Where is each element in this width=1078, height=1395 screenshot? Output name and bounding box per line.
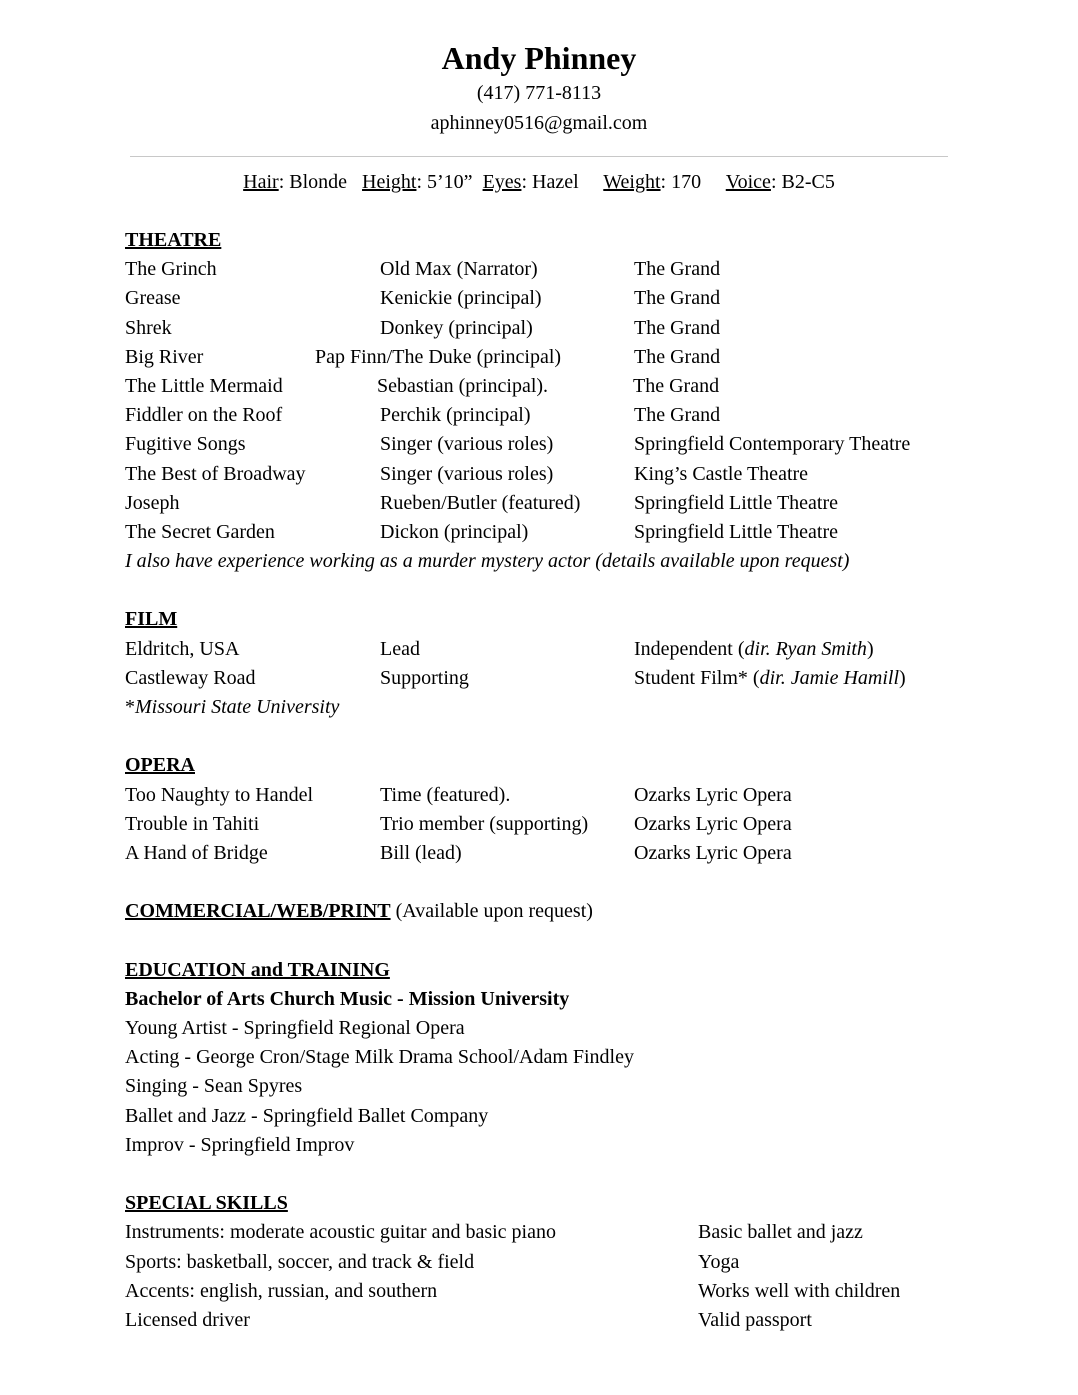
skills-row [125,1306,955,1335]
degree: Bachelor of Arts Church Music - Mission University [125,987,570,1010]
credit-row [125,255,955,284]
credit-row [125,401,955,430]
skill-right: Works well with children [698,1279,901,1302]
training-item: Young Artist - Springfield Regional Opera [125,1017,465,1040]
venue: King’s Castle Theatre [634,462,809,485]
resume-header [0,38,1078,138]
show-title: Fugitive Songs [125,433,246,456]
header-divider [130,156,948,157]
credit-row [125,284,955,313]
venue-suffix: ) [899,666,906,689]
show-title: A Hand of Bridge [125,841,268,864]
hair-value: : Blonde [278,171,348,193]
venue: The Grand [634,404,721,427]
skills-row [125,1218,955,1247]
show-title: The Little Mermaid [125,374,283,397]
theatre-heading: THEATRE [125,229,222,251]
credit-row [125,372,955,401]
credit-row [125,314,955,343]
show-title: Big River [125,345,204,368]
skill-right: Yoga [698,1250,740,1273]
footnote-text: Missouri State University [135,696,340,718]
venue: Ozarks Lyric Opera [634,783,792,806]
venue: Springfield Little Theatre [634,520,839,543]
venue: Springfield Little Theatre [634,491,839,514]
opera-heading: OPERA [125,754,195,777]
skill-left: Licensed driver [125,1308,250,1331]
weight-label: Weight [603,171,661,193]
footnote-star: * [125,696,135,718]
section-spacer [125,868,955,897]
section-spacer [125,927,955,956]
section-spacer [125,1160,955,1189]
credit-row [125,518,955,547]
credit-row [125,635,955,664]
email-address: aphinney0516@gmail.com [430,112,648,134]
education-heading: EDUCATION and TRAINING [125,958,390,981]
show-title: Trouble in Tahiti [125,812,260,835]
credit-row [125,810,955,839]
eyes-value: : Hazel [521,171,579,193]
credit-row [125,839,955,868]
venue-suffix: ) [866,637,874,660]
venue [634,635,874,664]
show-title: Grease [125,287,181,310]
credit-row [125,781,955,810]
voice-label: Voice [725,171,771,193]
venue: Springfield Contemporary Theatre [634,433,911,456]
resume-body [125,226,955,1335]
credit-row [125,489,955,518]
role: Sebastian (principal). [377,374,549,397]
film-title: Eldritch, USA [125,637,240,660]
commercial-line [125,897,955,926]
role: Singer (various roles) [380,462,554,485]
role: Perchik (principal) [380,404,531,427]
role: Supporting [380,666,469,689]
venue [634,664,906,693]
section-spacer [125,576,955,605]
commercial-heading: COMMERCIAL/WEB/PRINT [125,900,391,923]
training-item: Improv - Springfield Improv [125,1133,355,1156]
venue-prefix: Student Film* ( [634,666,760,689]
show-title: The Grinch [125,258,217,281]
training-item: Ballet and Jazz - Springfield Ballet Company [125,1104,489,1127]
role: Donkey (principal) [380,316,533,339]
phone-number: (417) 771-8113 [476,82,602,104]
show-title: Too Naughty to Handel [125,783,314,806]
role: Lead [380,637,420,660]
skill-right: Valid passport [698,1308,812,1331]
skills-row [125,1277,955,1306]
hair-label: Hair [243,171,279,193]
skill-left: Accents: english, russian, and southern [125,1279,438,1302]
venue: The Grand [634,287,721,310]
role: Singer (various roles) [380,433,554,456]
show-title: Shrek [125,316,172,339]
venue-prefix: Independent ( [634,637,745,660]
venue: The Grand [634,316,721,339]
section-spacer [125,722,955,751]
weight-value: : 170 [660,171,702,193]
role: Time (featured). [380,783,511,806]
skill-right: Basic ballet and jazz [698,1221,863,1244]
credit-row [125,343,955,372]
credit-row [125,664,955,693]
eyes-label: Eyes [482,171,522,193]
show-title: Joseph [125,491,180,514]
role: Trio member (supporting) [380,812,589,835]
role: Bill (lead) [380,841,462,864]
skill-left: Sports: basketball, soccer, and track & field [125,1250,475,1273]
skills-heading: SPECIAL SKILLS [125,1192,288,1215]
voice-value: : B2-C5 [770,171,835,193]
film-title: Castleway Road [125,666,256,689]
film-heading: FILM [125,608,178,631]
director: dir. Jamie Hamill [759,666,900,689]
venue: The Grand [634,345,721,368]
role: Dickon (principal) [380,520,529,543]
training-item: Singing - Sean Spyres [125,1075,303,1098]
show-title: The Best of Broadway [125,462,306,485]
role: Old Max (Narrator) [380,258,538,281]
venue: Ozarks Lyric Opera [634,812,792,835]
show-title: The Secret Garden [125,520,275,543]
credit-row [125,460,955,489]
training-item: Acting - George Cron/Stage Milk Drama School/Adam Findley [125,1046,634,1069]
role: Kenickie (principal) [380,287,542,310]
role: Rueben/Butler (featured) [380,491,581,514]
venue: Ozarks Lyric Opera [634,841,792,864]
height-value: : 5’10” [416,171,473,193]
actor-name: Andy Phinney [441,40,637,76]
credit-row [125,430,955,459]
skill-left: Instruments: moderate acoustic guitar and basic piano [125,1221,556,1244]
director: dir. Ryan Smith [744,637,867,660]
show-title: Fiddler on the Roof [125,404,283,427]
skills-row [125,1248,955,1277]
commercial-note: (Available upon request) [390,900,593,923]
film-footnote [125,693,955,722]
physical-stats [0,168,1078,196]
theatre-note: I also have experience working as a murder mystery actor (details available upon request) [125,550,850,573]
role: Pap Finn/The Duke (principal) [315,345,562,368]
height-label: Height [362,171,417,193]
venue: The Grand [633,374,720,397]
venue: The Grand [634,258,721,281]
